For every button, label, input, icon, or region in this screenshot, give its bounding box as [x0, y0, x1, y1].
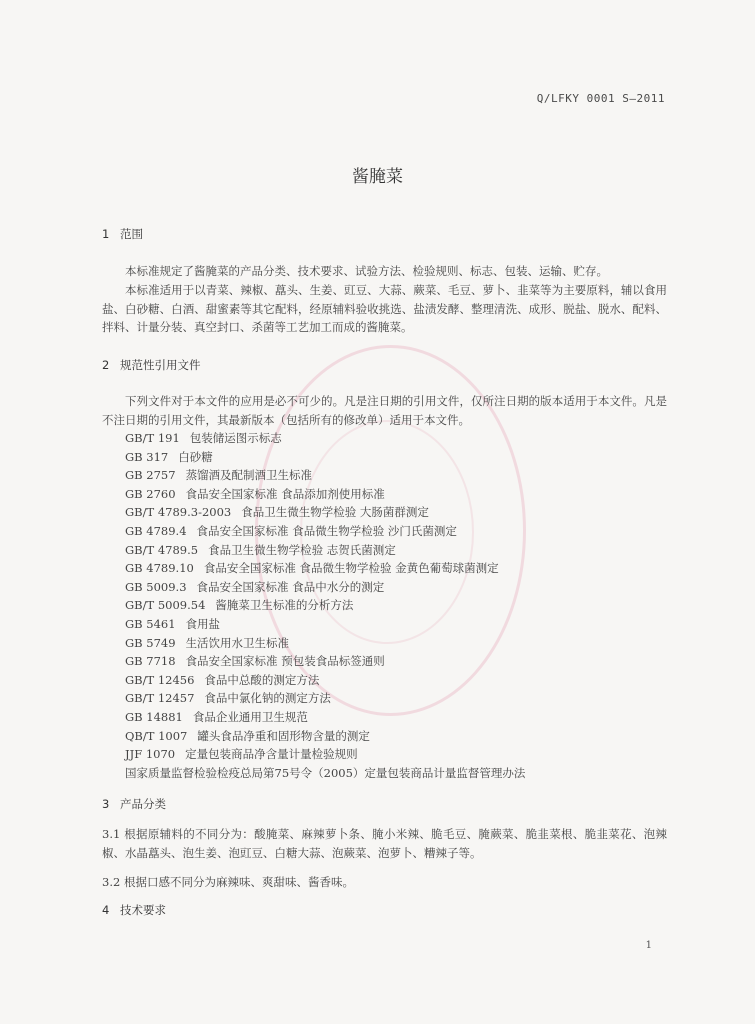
reference-name: 食品卫生微生物学检验 志贺氏菌测定 — [208, 542, 396, 557]
reference-item — [125, 652, 525, 671]
reference-code: GB/T 4789.5 — [125, 542, 199, 557]
reference-item — [125, 429, 525, 448]
section-1-paragraph-1: 本标准规定了酱腌菜的产品分类、技术要求、试验方法、检验规则、标志、包装、运输、贮存。 — [125, 264, 608, 278]
reference-item — [125, 578, 525, 597]
reference-code: GB 4789.10 — [125, 561, 194, 576]
section-title: 产品分类 — [120, 797, 166, 811]
section-number: 4 — [102, 903, 110, 917]
reference-code: GB 317 — [125, 449, 169, 464]
section-title: 范围 — [120, 227, 143, 241]
section-2-intro: 下列文件对于本文件的应用是必不可少的。凡是注日期的引用文件，仅所注日期的版本适用于本文件。凡是不注日期的引用文件，其最新版本（包括所有的修改单）适用于本文件。 — [102, 394, 667, 427]
reference-name: 食用盐 — [185, 616, 221, 631]
reference-item — [125, 448, 525, 467]
section-2-heading — [102, 357, 201, 373]
page-number: 1 — [645, 940, 652, 951]
reference-code: GB 5749 — [125, 635, 176, 650]
section-title: 规范性引用文件 — [120, 358, 201, 372]
reference-item — [125, 503, 525, 522]
section-number: 1 — [102, 227, 110, 241]
reference-item — [125, 708, 525, 727]
reference-item — [125, 671, 525, 690]
reference-item — [125, 485, 525, 504]
section-3-2-paragraph: 3.2 根据口感不同分为麻辣味、爽甜味、酱香味。 — [102, 875, 354, 889]
reference-item — [125, 634, 525, 653]
reference-list — [125, 429, 525, 782]
reference-code: GB 5461 — [125, 616, 176, 631]
section-number: 3 — [102, 797, 110, 811]
section-title: 技术要求 — [120, 903, 166, 917]
reference-item — [125, 727, 525, 746]
reference-code: GB 7718 — [125, 654, 176, 669]
reference-code: GB/T 4789.3-2003 — [125, 505, 232, 520]
reference-code: GB 14881 — [125, 709, 183, 724]
reference-code: GB/T 12457 — [125, 691, 195, 706]
reference-code: GB 2760 — [125, 486, 176, 501]
reference-code: GB 2757 — [125, 468, 176, 483]
reference-name: 生活饮用水卫生标准 — [185, 635, 290, 650]
reference-name: 食品中氯化钠的测定方法 — [204, 691, 331, 706]
section-3-1-paragraph: 3.1 根据原辅料的不同分为：酸腌菜、麻辣萝卜条、腌小米辣、脆毛豆、腌蕨菜、脆韭菜根、脆韭菜花、泡辣椒、水晶藠头、泡生姜、泡豇豆、白糖大蒜、泡蕨菜、泡萝卜、糟辣子等。 — [102, 827, 667, 860]
reference-item — [125, 541, 525, 560]
reference-item — [125, 764, 525, 783]
reference-name: 定量包装商品净含量计量检验规则 — [185, 747, 358, 762]
reference-name: 白砂糖 — [178, 449, 213, 464]
reference-name: 食品安全国家标准 食品添加剂使用标准 — [185, 486, 385, 501]
reference-item — [125, 596, 525, 615]
reference-name: 罐头食品净重和固形物含量的测定 — [197, 728, 370, 743]
reference-code: QB/T 1007 — [125, 728, 188, 743]
document-number: Q/LFKY 0001 S—2011 — [536, 92, 665, 105]
section-number: 2 — [102, 358, 110, 372]
section-1-heading — [102, 226, 143, 242]
section-4-heading — [102, 902, 166, 918]
reference-item — [125, 522, 525, 541]
page-title: 酱腌菜 — [352, 167, 403, 187]
reference-name: 包装储运图示标志 — [189, 431, 282, 445]
section-3-heading — [102, 796, 166, 812]
reference-name: 食品卫生微生物学检验 大肠菌群测定 — [241, 505, 429, 520]
reference-item — [125, 615, 525, 634]
reference-name: 酱腌菜卫生标准的分析方法 — [215, 598, 354, 613]
reference-code: GB/T 12456 — [125, 672, 195, 687]
reference-code: GB/T 5009.54 — [125, 598, 206, 613]
reference-code: GB/T 191 — [125, 431, 180, 445]
reference-code: GB 5009.3 — [125, 579, 187, 594]
reference-item — [125, 559, 525, 578]
reference-item — [125, 689, 525, 708]
reference-item — [125, 466, 525, 485]
reference-name: 食品安全国家标准 食品微生物学检验 沙门氏菌测定 — [196, 523, 457, 538]
reference-name: 国家质量监督检验检疫总局第75号令（2005）定量包装商品计量监督管理办法 — [125, 765, 526, 780]
reference-code: JJF 1070 — [125, 747, 176, 762]
reference-name: 食品中总酸的测定方法 — [204, 672, 320, 687]
reference-name: 食品安全国家标准 预包装食品标签通则 — [185, 654, 385, 669]
reference-name: 食品企业通用卫生规范 — [192, 709, 308, 724]
reference-name: 食品安全国家标准 食品中水分的测定 — [196, 579, 385, 594]
reference-code: GB 4789.4 — [125, 523, 187, 538]
reference-item — [125, 745, 525, 764]
reference-name: 食品安全国家标准 食品微生物学检验 金黄色葡萄球菌测定 — [203, 561, 499, 576]
section-1-paragraph-2: 本标准适用于以青菜、辣椒、藠头、生姜、豇豆、大蒜、蕨菜、毛豆、萝卜、韭菜等为主要原料，辅以食用盐、白砂糖、白酒、甜蜜素等其它配料，经原辅料验收挑选、盐渍发酵、整理清洗、成形、脱盐、脱水、配料、拌料、计量分装、真空封口、杀菌等工艺加工而成的酱腌菜。 — [102, 283, 667, 334]
reference-name: 蒸馏酒及配制酒卫生标准 — [185, 468, 313, 483]
